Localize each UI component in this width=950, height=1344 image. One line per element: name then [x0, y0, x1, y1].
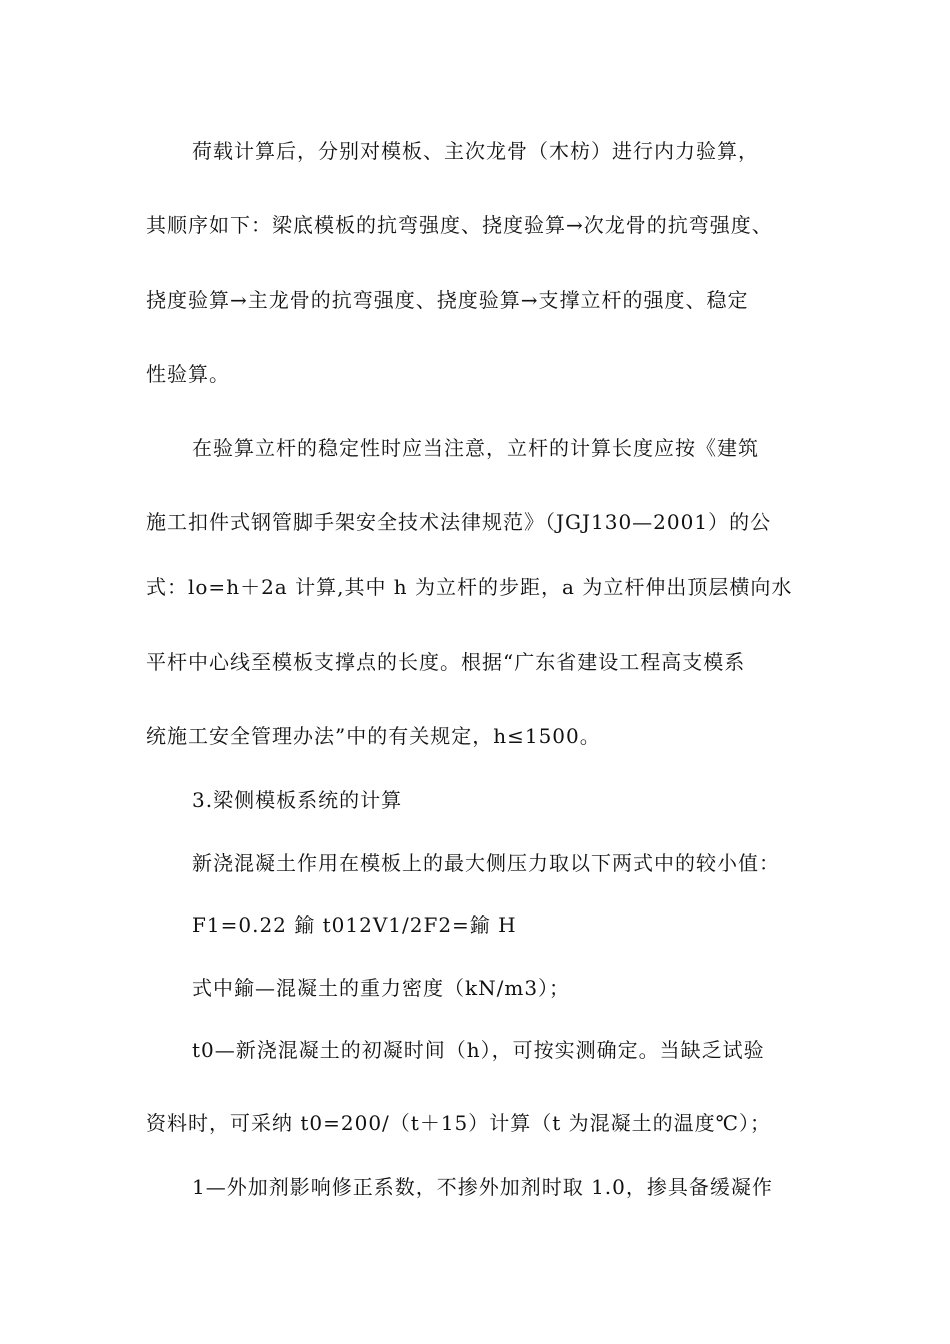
- paragraph-line: 新浇混凝土作用在模板上的最大侧压力取以下两式中的较小值：: [192, 851, 780, 875]
- paragraph-line: 式：lo=h＋2a 计算,其中 h 为立杆的步距，a 为立杆伸出顶层横向水: [146, 575, 793, 599]
- paragraph-line: t0—新浇混凝土的初凝时间（h），可按实测确定。当缺乏试验: [192, 1038, 765, 1062]
- formula-line: F1=0.22 鍮 t012V1/2F2=鍮 H: [192, 913, 517, 937]
- paragraph-line: 资料时，可采纳 t0=200/（t＋15）计算（t 为混凝土的温度℃）；: [146, 1111, 772, 1135]
- paragraph-line: 其顺序如下：梁底模板的抗弯强度、挠度验算→次龙骨的抗弯强度、: [146, 213, 773, 237]
- paragraph-line: 性验算。: [146, 362, 230, 386]
- paragraph-line: 荷载计算后，分别对模板、主次龙骨（木枋）进行内力验算，: [192, 139, 759, 163]
- paragraph-line: 挠度验算→主龙骨的抗弯强度、挠度验算→支撑立杆的强度、稳定: [146, 288, 749, 312]
- paragraph-line: 1—外加剂影响修正系数，不掺外加剂时取 1.0，掺具备缓凝作: [192, 1175, 773, 1199]
- paragraph-line: 统施工安全管理办法”中的有关规定，h≤1500。: [146, 724, 601, 748]
- paragraph-line: 平杆中心线至模板支撑点的长度。根据“广东省建设工程高支模系: [146, 650, 746, 674]
- paragraph-line: 施工扣件式钢管脚手架安全技术法律规范》（JGJ130—2001）的公: [146, 510, 772, 534]
- paragraph-line: 在验算立杆的稳定性时应当注意，立杆的计算长度应按《建筑: [192, 436, 759, 460]
- section-heading: 3.梁侧模板系统的计算: [192, 788, 403, 812]
- paragraph-line: 式中鍮—混凝土的重力密度（kN/m3）；: [192, 976, 571, 1000]
